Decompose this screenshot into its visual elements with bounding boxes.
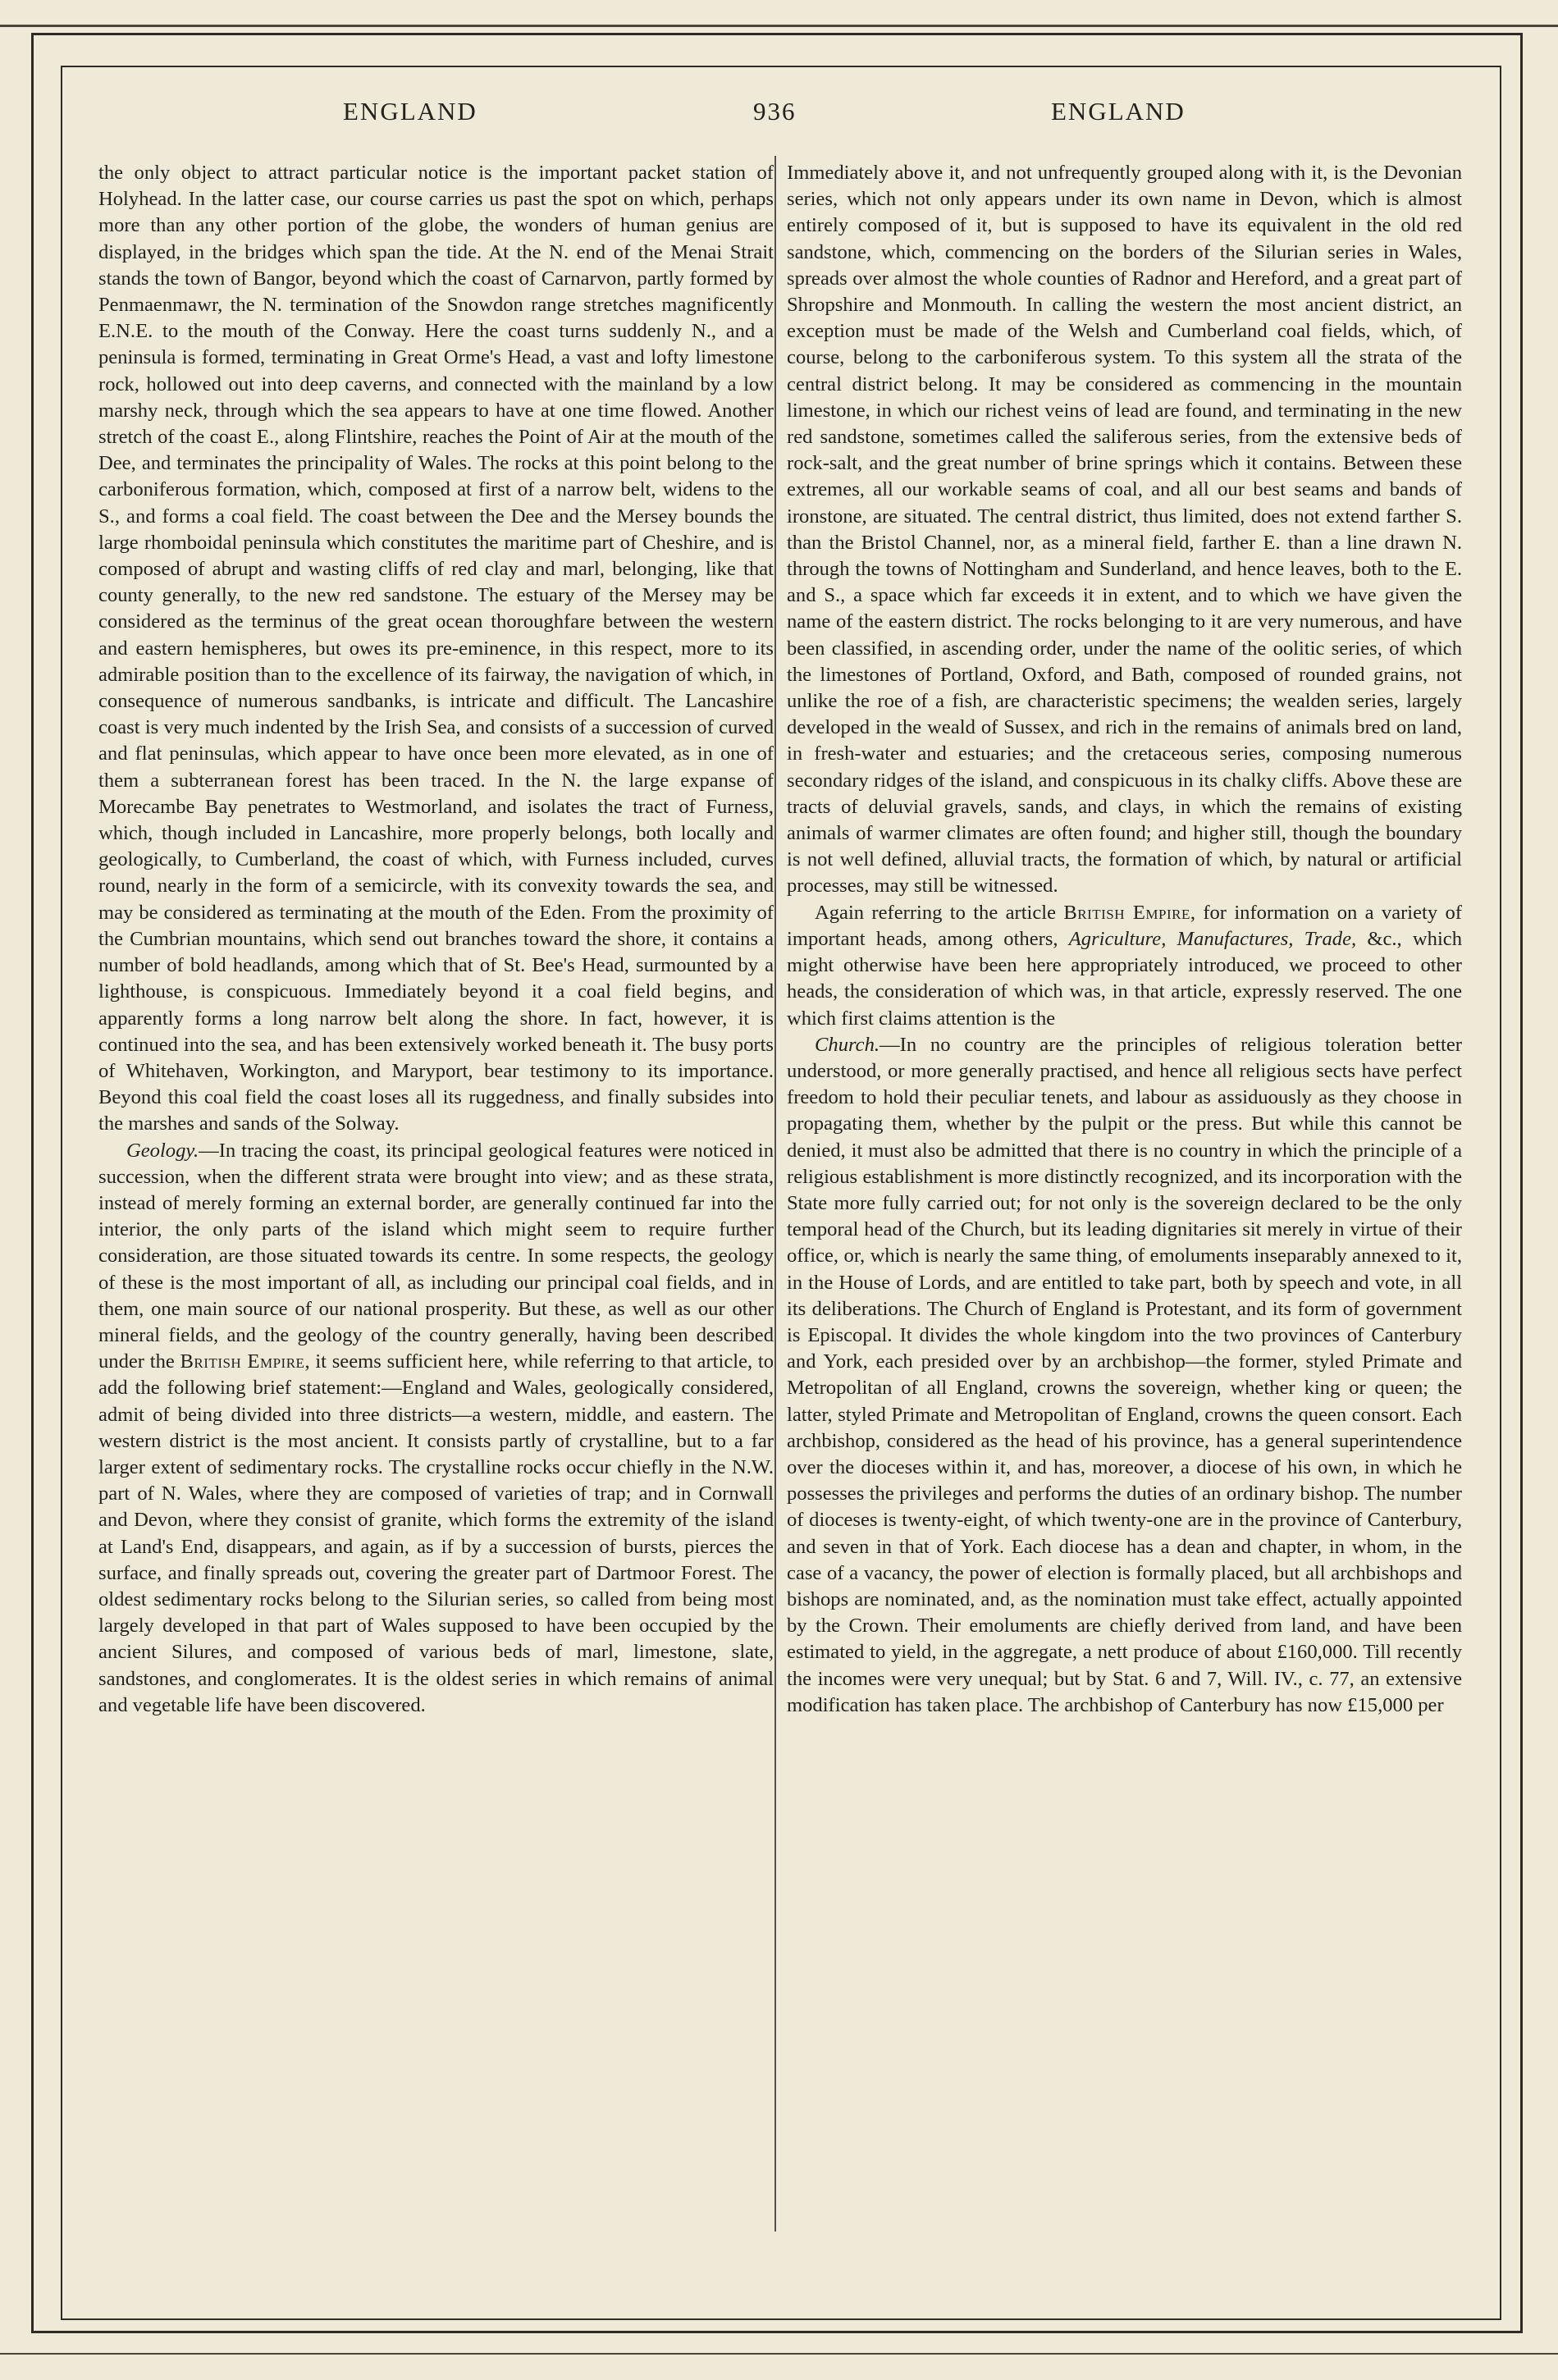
right-column: [787, 160, 1462, 2260]
italic-topics: Agriculture, Manufactures, Trade,: [1068, 927, 1357, 950]
header-left-title: ENGLAND: [343, 97, 477, 126]
section-heading-geology: Geology.: [126, 1139, 199, 1162]
cross-reference-british-empire: British Empire: [180, 1350, 305, 1373]
geology-text-b: , it seems sufficient here, while referring to that article, to add the following brief statement:—England and Wales, geologically considered, admit of being divided into three districts—a western, middle, and eastern. The western district is the most ancient. It consists partly of crystalline, but to a far larger extent of sedimentary rocks. The crystalline rocks occur chiefly in the N.W. part of N. Wales, where they are composed of varieties of trap; and in Cornwall and Devon, where they consist of granite, which forms the extremity of the island at Land's End, disappears, and again, as if by a succession of bursts, pierces the surface, and finally spreads out, covering the greater part of Dartmoor Forest. The oldest sedimentary rocks belong to the Silurian series, so called from being most largely developed in that part of Wales supposed to have been occupied by the ancient Silures, and composed of various beds of marl, limestone, slate, sandstones, and conglomerates. It is the oldest series in which remains of animal and vegetable life have been discovered.: [98, 1350, 774, 1716]
section-heading-church: Church.: [815, 1033, 880, 1056]
paragraph-reference: [787, 900, 1462, 1032]
running-header: [79, 97, 1483, 146]
paragraph-geology: [98, 1138, 774, 1719]
cross-reference-british-empire: British Empire: [1063, 901, 1190, 924]
paragraph-coast: the only object to attract particular notice is the important packet station of Holyhead. In the latter case, our course carries us past the spot on which, perhaps more than any other portion of the globe, the wonders of human genius are displayed, in the bridges which span the tide. At the N. end of the Menai Strait stands the town of Bangor, beyond which the coast of Carnarvon, partly formed by Penmaenmawr, the N. termination of the Snowdon range stretches magnificently E.N.E. to the mouth of the Conway. Here the coast turns suddenly N., and a peninsula is formed, terminating in Great Orme's Head, a vast and lofty limestone rock, hollowed out into deep caverns, and connected with the mainland by a low marshy neck, through which the sea appears to have at one time flowed. Another stretch of the coast E., along Flintshire, reaches the Point of Air at the mouth of the Dee, and terminates the principality of Wales. The rocks at this point belong to the carboniferous formation, which, composed at first of a narrow belt, widens to the S., and forms a coal field. The coast between the Dee and the Mersey bounds the large rhomboidal peninsula which constitutes the maritime part of Cheshire, and is composed of abrupt and wasting cliffs of red clay and marl, belonging, like that county generally, to the new red sandstone. The estuary of the Mersey may be considered as the terminus of the great ocean thoroughfare between the western and eastern hemispheres, but owes its pre-eminence, in this respect, more to its admirable position than to the excellence of its fairway, the navigation of which, in consequence of numerous sandbanks, is intricate and difficult. The Lancashire coast is very much indented by the Irish Sea, and consists of a succession of curved and flat peninsulas, which appear to have once been more elevated, as in one of them a subterranean forest has been traced. In the N. the large expanse of Morecambe Bay penetrates to Westmorland, and isolates the tract of Furness, which, though included in Lancashire, more properly belongs, both locally and geologically, to Cumberland, the coast of which, with Furness included, curves round, nearly in the form of a semicircle, with its convexity towards the sea, and may be considered as terminating at the mouth of the Eden. From the proximity of the Cumbrian mountains, which send out branches toward the shore, it contains a number of bold headlands, among which that of St. Bee's Head, surmounted by a lighthouse, is conspicuous. Immediately beyond it a coal field begins, and apparently forms a long narrow belt along the shore. In fact, however, it is continued into the sea, and has been extensively worked beneath it. The busy ports of Whitehaven, Workington, and Maryport, bear testimony to its importance. Beyond this coal field the coast loses all its ruggedness, and finally subsides into the marshes and sands of the Solway.: [98, 162, 774, 1135]
scan-edge-bottom: [0, 2353, 1558, 2355]
reference-text-c: &c., which might otherwise have been here appropriately introduced, we proceed to other heads, the consideration of which was, in that article, expressly reserved. The one which first claims attention is the: [787, 927, 1462, 1030]
left-column: [98, 160, 774, 2260]
reference-text-a: Again referring to the article: [815, 901, 1057, 924]
column-divider: [774, 156, 776, 2232]
header-right-title: ENGLAND: [1051, 97, 1186, 126]
paragraph-strata: Immediately above it, and not unfrequently grouped along with it, is the Devonian series, which not only appears under its own name in Devon, which is almost entirely composed of it, but is supposed to have its equivalent in the old red sandstone, which, commencing on the borders of the Silurian series in Wales, spreads over almost the whole counties of Radnor and Hereford, and a great part of Shropshire and Monmouth. In calling the western the most ancient district, an exception must be made of the Welsh and Cumberland coal fields, which, of course, belong to the carboniferous system. To this system all the strata of the central district belong. It may be considered as commencing in the mountain limestone, in which our richest veins of lead are found, and terminating in the new red sandstone, sometimes called the saliferous series, from the extensive beds of rock-salt, and the great number of brine springs which it contains. Between these extremes, all our workable seams of coal, and all our best seams and bands of ironstone, are situated. The central district, thus limited, does not extend farther S. than the Bristol Channel, nor, as a mineral field, farther E. than a line drawn N. through the towns of Nottingham and Sunderland, and hence leaves, both to the E. and S., a space which far exceeds it in extent, and to which we have given the name of the eastern district. The rocks belonging to it are very numerous, and have been classified, in ascending order, under the name of the oolitic series, of which the limestones of Portland, Oxford, and Bath, composed of rounded grains, not unlike the roe of a fish, are characteristic specimens; the wealden series, largely developed in the weald of Sussex, and rich in the remains of animals bred on land, in fresh-water and estuaries; and the cretaceous series, composing numerous secondary ridges of the island, and conspicuous in its chalky cliffs. Above these are tracts of deluvial gravels, sands, and clays, in which the remains of existing animals of warmer climates are often found; and higher still, though the boundary is not well defined, alluvial tracts, the formation of which, by natural or artificial processes, may still be witnessed.: [787, 162, 1462, 898]
church-text: —In no country are the principles of religious toleration better understood, or more generally practised, and hence all religious sects have perfect freedom to hold their peculiar tenets, and labour as assiduously as they choose in propagating them, whether by the pulpit or the press. But while this cannot be denied, it must also be admitted that there is no country in which the principle of a religious establishment is more distinctly recognized, and its incorporation with the State more fully carried out; for not only is the sovereign declared to be the only temporal head of the Church, but its leading dignitaries sit merely in virtue of their office, or, which is nearly the same thing, of emoluments inseparably annexed to it, in the House of Lords, and are entitled to take part, both by speech and vote, in all its deliberations. The Church of England is Protestant, and its form of government is Episcopal. It divides the whole kingdom into the two provinces of Canterbury and York, each presided over by an archbishop—the former, styled Primate and Metropolitan of all England, crowns the sovereign, whether king or queen; the latter, styled Primate and Metropolitan of England, crowns the queen consort. Each archbishop, considered as the head of his province, has a general superintendence over the dioceses within it, and has, moreover, a diocese of his own, in which he possesses the privileges and performs the duties of an ordinary bishop. The number of dioceses is twenty-eight, of which twenty-one are in the province of Canterbury, and seven in that of York. Each diocese has a dean and chapter, in whom, in the case of a vacancy, the power of election is formally placed, but all archbishops and bishops are nominated, and, as the nomination must take effect, actually appointed by the Crown. Their emoluments are chiefly derived from land, and have been estimated to yield, in the aggregate, a nett produce of about £160,000. Till recently the incomes were very unequal; but by Stat. 6 and 7, Will. IV., c. 77, an extensive modification has taken place. The archbishop of Canterbury has now £15,000 per: [787, 1033, 1462, 1716]
geology-text-a: —In tracing the coast, its principal geological features were noticed in succession, when the different strata were brought into view; and as these strata, instead of merely forming an external border, are generally continued far into the interior, the only parts of the island which might seem to require further consideration, are those situated towards its centre. In some respects, the geology of these is the most important of all, as including our principal coal fields, and in them, one main source of our national prosperity. But these, as well as our other mineral fields, and the geology of the country generally, having been described under the: [98, 1139, 774, 1373]
paragraph-church: [787, 1032, 1462, 1719]
page-number: 936: [753, 97, 797, 126]
scan-edge-top: [0, 25, 1558, 27]
reference-text-b: , for information on a variety of important heads, among others,: [787, 901, 1462, 950]
